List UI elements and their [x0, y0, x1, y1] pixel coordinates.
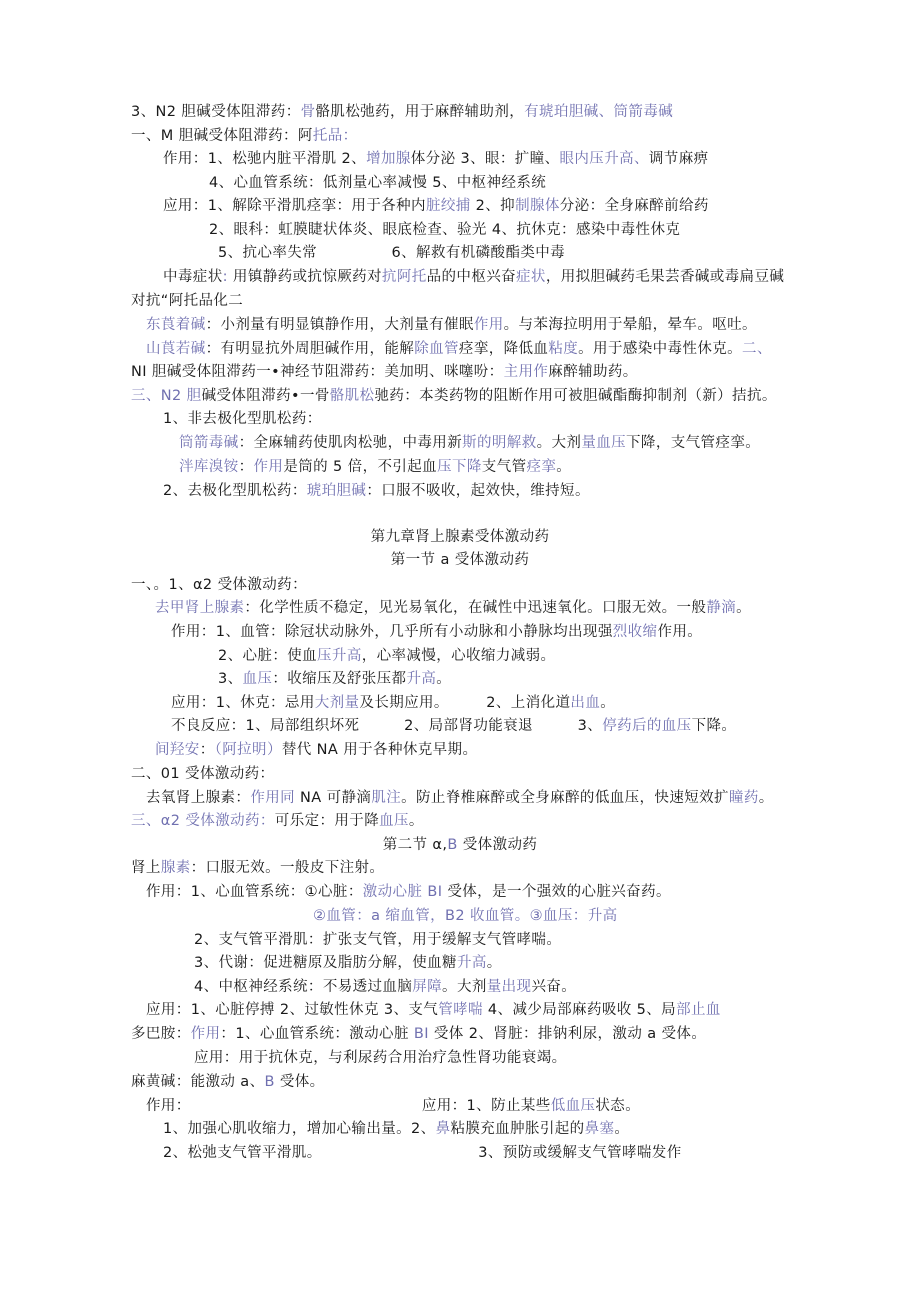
text-segment: 眼内压升高、 — [559, 151, 649, 167]
text-segment: 三、α2 受体激动药： — [131, 813, 275, 829]
text-line — [163, 1119, 629, 1139]
text-segment: 鼻 — [435, 1121, 451, 1137]
text-segment: 升高 — [456, 955, 487, 971]
text-segment: 去氧肾上腺素： — [146, 790, 251, 806]
text-segment: 。与苯海拉明用于晕船，晕车。呕吐。 — [503, 317, 757, 333]
text-line — [146, 882, 671, 902]
text-segment: NA 可静滴 — [295, 790, 372, 806]
text-segment: ： — [199, 742, 215, 758]
text-segment: 。 — [408, 813, 424, 829]
text-segment: ： — [238, 459, 254, 475]
text-segment: 二、01 受体激动药： — [131, 766, 275, 782]
text-segment: 碱受体阻滞药•一骨 — [201, 388, 330, 404]
text-segment: ，用拟胆碱药毛果芸香碱或毒扁豆碱 — [545, 269, 785, 285]
text-segment: 应用：1、休克：忌用 — [171, 695, 315, 711]
text-segment: 体分泌 3、眼：扩瞳、 — [410, 151, 560, 167]
text-segment: 。 — [614, 1121, 630, 1137]
text-segment: 血管 — [484, 908, 515, 924]
text-segment: 作用：1、松驰内脏平滑肌 2、 — [163, 151, 367, 167]
text-segment: 三、N2 胆 — [131, 388, 202, 404]
text-segment: 是筒的 5 倍，不引起血 — [283, 459, 438, 475]
text-segment: 作用：1、血管：除冠状动脉外，几乎所有小动脉和小静脉均出现强 — [171, 624, 613, 640]
text-segment: 低血压 — [550, 1098, 596, 1114]
text-segment: 驰药：本类药物的阻断作用可被胆碱酯酶抑制剂（新）拮抗。 — [374, 388, 777, 404]
text-segment: 间羟安 — [155, 742, 200, 758]
text-line — [179, 433, 760, 453]
text-segment: 分泌：全身麻醉前给药 — [559, 198, 709, 214]
text-segment: 激动心脏 BI — [362, 884, 443, 900]
text-segment: ②血管：a 缩血管，B2 收 — [313, 908, 485, 924]
text-line — [218, 669, 451, 689]
text-line — [163, 1143, 682, 1163]
text-line — [131, 386, 777, 406]
text-segment: 一、。1、α2 受体激动药： — [131, 577, 307, 593]
text-segment: 。 — [486, 955, 502, 971]
text-segment: 受体激动药 — [457, 837, 538, 853]
text-segment: 。 — [758, 790, 774, 806]
text-segment: 第九章肾上腺素受体激动药 — [370, 529, 550, 545]
text-segment: 中毒症状 — [163, 269, 223, 285]
text-segment: 泮库溴铵 — [179, 459, 239, 475]
text-segment: 压升高 — [317, 648, 362, 664]
text-segment: 。③ — [514, 908, 543, 924]
text-segment: 5、抗心率失常 6、解救有机磷酸酯类中毒 — [218, 245, 566, 261]
text-segment: 作用同 — [250, 790, 296, 806]
text-segment: B — [264, 1074, 275, 1090]
text-line — [163, 409, 322, 429]
text-segment: 作用 — [253, 459, 284, 475]
text-line — [171, 693, 615, 713]
text-line — [146, 1000, 721, 1020]
section-title — [0, 835, 920, 855]
text-segment: 痉挛，降低血 — [458, 341, 549, 357]
text-segment: B — [447, 837, 458, 853]
text-segment: 血压：升高 — [543, 908, 618, 924]
text-segment: BI — [413, 1026, 429, 1042]
text-segment: 4、中枢神经系统：不易透过血脑 — [194, 979, 413, 995]
text-segment: 痉挛 — [526, 459, 557, 475]
text-segment: 制腺体 — [515, 198, 560, 214]
text-segment: 。 — [736, 600, 752, 616]
text-segment: ：小剂量有明显镇静作用，大剂量有催眠 — [205, 317, 474, 333]
text-line — [194, 977, 576, 997]
text-segment: 部止血 — [676, 1002, 721, 1018]
text-segment: 3、 — [218, 671, 243, 687]
text-segment: 多巴胺： — [131, 1026, 191, 1042]
text-segment: 状态。 — [595, 1098, 641, 1114]
text-segment: 压下降 — [437, 459, 482, 475]
text-segment: 受体，是一个强效的心脏兴奋药。 — [442, 884, 671, 900]
text-segment: 增加腺 — [366, 151, 411, 167]
text-line — [131, 102, 673, 122]
text-segment: 二、 — [742, 341, 772, 357]
text-segment: 管哮喘 — [438, 1002, 483, 1018]
text-segment: 作用： — [146, 1098, 184, 1114]
text-segment: 症状 — [516, 269, 546, 285]
text-segment: 受体 2、肾脏：排钠利尿，激动 a 受体。 — [428, 1026, 707, 1042]
text-segment: 应用：1、解除平滑肌痉挛：用于各种内 — [163, 198, 426, 214]
text-line — [179, 457, 571, 477]
text-segment: ：1、心血管系统：激动心脏 — [220, 1026, 414, 1042]
text-segment: 3、代谢：促进糖原及脂肪分解，使血糖 — [194, 955, 457, 971]
text-segment: 可乐定：用于降 — [274, 813, 380, 829]
text-segment: 。 — [556, 459, 572, 475]
text-line — [146, 339, 772, 359]
text-segment: 血压 — [379, 813, 409, 829]
text-segment: 2、抑 — [470, 198, 516, 214]
text-segment: ：全麻辅药使肌肉松驰，中毒用新 — [238, 435, 463, 451]
text-segment: 1、非去极化型肌松药： — [163, 411, 322, 427]
text-segment: 1、加强心肌收缩力，增加心输出量。2、 — [163, 1121, 436, 1137]
text-line — [163, 267, 784, 287]
text-segment: 出血 — [570, 695, 601, 711]
text-segment: : — [222, 269, 228, 285]
text-segment: 下降。 — [691, 718, 737, 734]
chapter-title — [0, 527, 920, 547]
text-segment: 2、心脏：使血 — [218, 648, 318, 664]
text-segment: 有琥珀胆碱、筒箭毒碱 — [524, 104, 674, 120]
text-line — [131, 764, 274, 784]
text-segment: 品的中枢兴奋 — [426, 269, 517, 285]
text-segment: 烈收缩 — [612, 624, 658, 640]
text-segment: 脏绞捕 — [425, 198, 471, 214]
text-segment: 斯的明解救 — [462, 435, 537, 451]
text-segment: ：有明显抗外周胆碱作用，能解 — [205, 341, 415, 357]
text-segment: 除血管 — [414, 341, 459, 357]
text-segment: 作用 — [190, 1026, 221, 1042]
text-segment: 。大剂 — [536, 435, 582, 451]
text-segment: 麻醉辅助药。 — [548, 364, 638, 380]
text-segment: 应用：用于抗休克，与利尿药合用治疗急性肾功能衰竭。 — [194, 1050, 567, 1066]
text-segment: 血压 — [242, 671, 273, 687]
text-segment: ：口服无效。一般皮下注射。 — [190, 860, 385, 876]
text-segment: 受体。 — [274, 1074, 325, 1090]
text-line — [171, 622, 702, 642]
text-segment: NI 胆碱受体阻滞药一•神经节阻滞药：美加明、咪噻吩： — [131, 364, 504, 380]
text-line — [171, 716, 736, 736]
text-segment: 托品： — [312, 128, 358, 144]
text-line — [146, 315, 757, 335]
text-segment: 2、去极化型肌松药： — [163, 483, 307, 499]
text-segment: 主用作 — [503, 364, 549, 380]
text-segment: 用镇静药或抗惊厥药对 — [227, 269, 382, 285]
text-segment: 作用 — [473, 317, 504, 333]
text-line — [194, 953, 502, 973]
text-line — [131, 362, 638, 382]
text-segment: 粘膜充血肿胀引起的 — [450, 1121, 585, 1137]
text-segment: ：口服不吸收，起效快，维持短。 — [366, 483, 590, 499]
text-segment: 作用：1、心血管系统：①心脏： — [146, 884, 363, 900]
text-line — [163, 481, 590, 501]
text-segment: 腺素 — [160, 860, 191, 876]
text-segment: 静滴 — [706, 600, 737, 616]
text-segment: 骼肌松弛药，用于麻醉辅助剂， — [315, 104, 525, 120]
text-line — [155, 740, 477, 760]
text-segment: 及长期应用。 2、上消化道 — [359, 695, 571, 711]
text-segment: 骨 — [300, 104, 316, 120]
text-segment: 2、支气管平滑肌：扩张支气管，用于缓解支气管哮喘。 — [194, 932, 562, 948]
text-line — [163, 149, 709, 169]
text-line — [131, 858, 384, 878]
text-segment: ：收缩压及舒张压都 — [272, 671, 407, 687]
text-segment: 应用：1、心脏停搏 2、过敏性休克 3、支气 — [146, 1002, 439, 1018]
text-segment: 4、减少局部麻药吸收 5、局 — [482, 1002, 677, 1018]
text-line — [131, 291, 243, 311]
text-segment: 量出现 — [486, 979, 532, 995]
section-title — [0, 550, 920, 570]
text-segment: 不良反应：1、局部组织坏死 2、局部肾功能衰退 3、 — [171, 718, 603, 734]
text-segment: 抗阿托 — [381, 269, 427, 285]
text-segment: 粘度 — [548, 341, 579, 357]
text-segment: 第二节 α, — [382, 837, 448, 853]
text-line — [209, 173, 546, 193]
text-line — [131, 1072, 325, 1092]
text-line — [131, 126, 358, 146]
text-line — [313, 906, 618, 926]
text-line — [163, 196, 709, 216]
text-line — [218, 243, 565, 263]
text-segment: （阿拉明） — [214, 742, 282, 758]
text-segment: 升高 — [406, 671, 437, 687]
text-segment: ：化学性质不稳定，见光易氧化，在碱性中迅速氧化。口服无效。一般 — [244, 600, 707, 616]
text-line — [131, 575, 307, 595]
text-line — [194, 1048, 567, 1068]
text-segment: 鼻塞 — [584, 1121, 615, 1137]
text-segment: 3、预防或缓解支气管哮喘发作 — [314, 1145, 682, 1161]
text-segment: 下降，支气管痉挛。 — [626, 435, 761, 451]
text-line — [146, 788, 774, 808]
text-line — [155, 598, 751, 618]
text-segment: 瞳药 — [728, 790, 759, 806]
text-segment: 琥珀胆碱 — [306, 483, 367, 499]
text-segment: 2、眼科：虹膜睫状体炎、眼底检查、验光 4、抗休克：感染中毒性休克 — [209, 222, 681, 238]
text-segment: 屏障 — [412, 979, 443, 995]
text-segment: 山莨若碱 — [146, 341, 206, 357]
text-line — [131, 1024, 706, 1044]
text-segment: 去甲肾上腺素 — [155, 600, 245, 616]
text-segment: 。防止脊椎麻醉或全身麻醉的低血压，快速短效扩 — [401, 790, 729, 806]
text-segment: 一、M 胆碱受体阻滞药：阿 — [131, 128, 313, 144]
text-segment: 2、松弛支气管平滑肌。 — [163, 1145, 315, 1161]
text-segment: 。大剂 — [442, 979, 487, 995]
text-segment: 。用于感染中毒性休克。 — [578, 341, 743, 357]
text-segment: 替代 NA 用于各种休克早期。 — [281, 742, 478, 758]
text-segment: 支气管 — [481, 459, 527, 475]
text-segment: 骼肌松 — [329, 388, 375, 404]
text-segment: 兴奋。 — [531, 979, 577, 995]
text-line — [218, 646, 555, 666]
text-line — [146, 1096, 640, 1116]
text-segment: 麻黄碱：能激动 a、 — [131, 1074, 265, 1090]
text-segment: 第一节 a 受体激动药 — [390, 552, 530, 568]
text-segment: 调节麻痹 — [648, 151, 709, 167]
text-segment: 4、心血管系统：低剂量心率减慢 5、中枢神经系统 — [209, 175, 547, 191]
text-segment: 筒箭毒碱 — [179, 435, 239, 451]
text-line — [194, 930, 561, 950]
text-segment: 。 — [436, 671, 452, 687]
text-segment: 量血压 — [581, 435, 627, 451]
text-segment: 对抗“阿托品化二 — [131, 293, 244, 309]
text-segment: 3、N2 胆碱受体阻滞药： — [131, 104, 301, 120]
text-segment: 大剂量 — [314, 695, 360, 711]
text-line — [209, 220, 680, 240]
text-segment: 作用。 — [657, 624, 703, 640]
text-line — [131, 811, 424, 831]
text-segment: 肌注 — [371, 790, 402, 806]
text-segment: 。 — [600, 695, 616, 711]
text-segment: ，心率减慢，心收缩力减弱。 — [361, 648, 556, 664]
text-segment: 东莨着碱 — [146, 317, 206, 333]
text-segment: 肾上 — [131, 860, 161, 876]
text-segment: 应用：1、防止某些 — [183, 1098, 551, 1114]
text-segment: 停药后的血压 — [602, 718, 692, 734]
